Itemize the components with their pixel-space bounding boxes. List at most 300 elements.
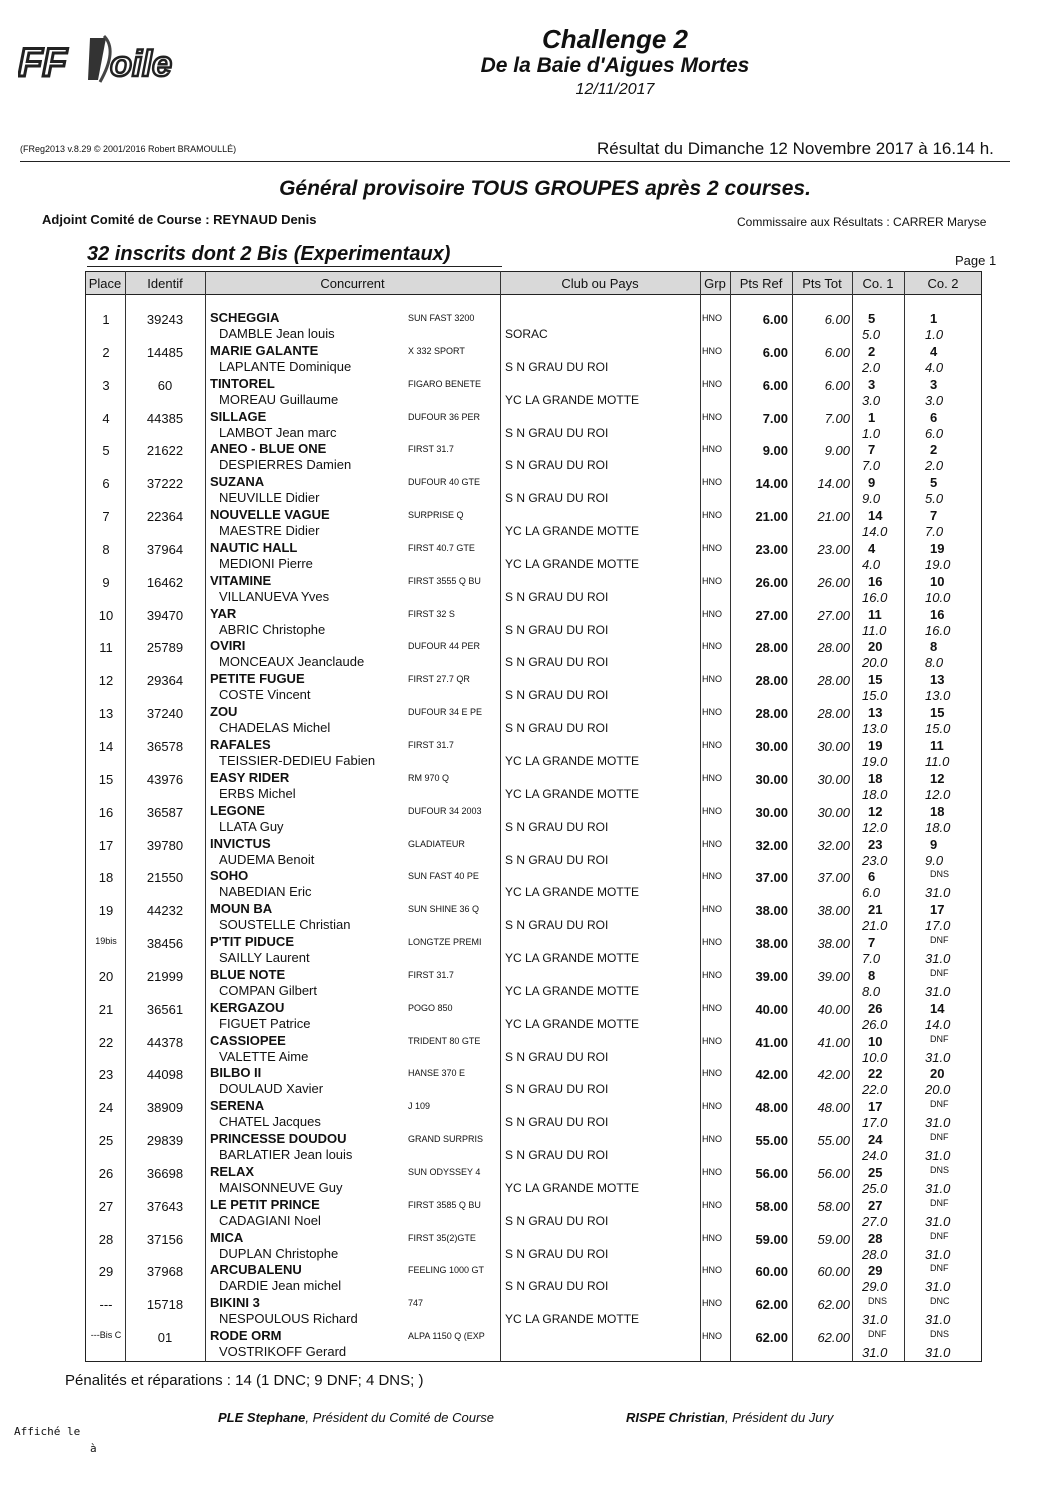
skipper-name: CHADELAS Michel bbox=[219, 720, 331, 736]
table-row bbox=[85, 1129, 982, 1162]
race2-rank: 19 bbox=[930, 540, 945, 556]
boat-model: J 109 bbox=[408, 1101, 431, 1112]
divider bbox=[20, 161, 1010, 162]
place-cell: 1 bbox=[102, 312, 110, 327]
group-cell: HNO bbox=[702, 313, 722, 323]
pts-tot-cell: 28.00 bbox=[817, 640, 850, 656]
race1-rank: 27 bbox=[868, 1197, 883, 1213]
club-name: YC LA GRANDE MOTTE bbox=[505, 556, 640, 571]
pts-tot-cell: 62.00 bbox=[817, 1330, 850, 1346]
skipper-name: TEISSIER-DEDIEU Fabien bbox=[219, 752, 376, 768]
group-cell: HNO bbox=[702, 1232, 722, 1243]
race2-points: 8.0 bbox=[925, 655, 944, 671]
group-cell: HNO bbox=[702, 411, 722, 422]
table-row bbox=[85, 308, 982, 341]
boat-name: MARIE GALANTE bbox=[210, 342, 319, 358]
group-cell: HNO bbox=[702, 1331, 722, 1342]
boat-name: RELAX bbox=[210, 1163, 255, 1179]
president-name: RISPE Christian bbox=[626, 1410, 725, 1425]
race1-points: 3.0 bbox=[862, 392, 881, 408]
club-name: S N GRAU DU ROI bbox=[505, 655, 609, 670]
pts-ref-cell: 55.00 bbox=[755, 1133, 788, 1149]
place-cell: 11 bbox=[99, 640, 113, 656]
race2-rank: DNF bbox=[930, 1197, 949, 1208]
boat-model: FIRST 40.7 GTE bbox=[408, 542, 475, 553]
pts-tot-cell: 6.00 bbox=[824, 312, 850, 327]
ident-cell: 39243 bbox=[146, 312, 184, 327]
svg-text:FF: FF bbox=[18, 41, 67, 85]
race2-rank: 7 bbox=[930, 508, 938, 524]
race2-rank: 16 bbox=[930, 606, 945, 622]
boat-model: SUN FAST 40 PE bbox=[408, 871, 479, 882]
boat-name: TINTOREL bbox=[210, 375, 275, 391]
race2-points: 5.0 bbox=[925, 491, 944, 507]
place-cell: 13 bbox=[98, 706, 114, 722]
place-cell: 27 bbox=[98, 1198, 114, 1214]
race2-points: 31.0 bbox=[925, 885, 951, 901]
boat-name: SERENA bbox=[210, 1098, 265, 1114]
club-name: YC LA GRANDE MOTTE bbox=[505, 983, 640, 998]
race1-points: 18.0 bbox=[862, 786, 888, 802]
race1-rank: 17 bbox=[868, 1099, 883, 1115]
group-cell: HNO bbox=[702, 1068, 722, 1079]
divider bbox=[87, 266, 502, 267]
pts-tot-cell: 40.00 bbox=[817, 1001, 850, 1017]
skipper-name: ABRIC Christophe bbox=[219, 621, 326, 637]
race1-points: 21.0 bbox=[862, 918, 888, 934]
race2-rank: 9 bbox=[930, 836, 938, 852]
header-grp: Grp bbox=[704, 276, 726, 291]
race2-points: 7.0 bbox=[925, 524, 944, 540]
ident-cell: 37222 bbox=[146, 476, 184, 492]
skipper-name: MOREAU Guillaume bbox=[219, 391, 339, 407]
boat-name: SCHEGGIA bbox=[210, 310, 280, 325]
table-row bbox=[85, 472, 982, 505]
pts-tot-cell: 62.00 bbox=[817, 1297, 850, 1313]
ident-cell: 39470 bbox=[146, 607, 184, 623]
ident-cell: 37643 bbox=[146, 1198, 184, 1214]
group-cell: HNO bbox=[702, 707, 722, 718]
race1-rank: 7 bbox=[868, 442, 876, 458]
ident-cell: 15718 bbox=[146, 1297, 184, 1313]
group-cell: HNO bbox=[702, 1166, 722, 1177]
table-row bbox=[85, 669, 982, 702]
race2-points: 11.0 bbox=[925, 753, 950, 769]
ident-cell: 36587 bbox=[146, 804, 184, 820]
club-name: S N GRAU DU ROI bbox=[505, 1049, 609, 1064]
race-committee-president bbox=[218, 1410, 494, 1425]
boat-model: FEELING 1000 GT bbox=[408, 1265, 485, 1276]
club-name: SORAC bbox=[505, 327, 548, 341]
pts-ref-cell: 38.00 bbox=[755, 903, 788, 919]
club-name: S N GRAU DU ROI bbox=[505, 1246, 609, 1261]
race2-rank: DNC bbox=[930, 1296, 950, 1307]
club-name: S N GRAU DU ROI bbox=[505, 1279, 609, 1294]
boat-model: FIRST 35(2)GTE bbox=[408, 1232, 476, 1243]
table-row bbox=[85, 374, 982, 407]
skipper-name: DAMBLE Jean louis bbox=[219, 326, 335, 341]
table-row bbox=[85, 1260, 982, 1293]
race2-points: 31.0 bbox=[925, 1312, 951, 1328]
race1-points: 20.0 bbox=[862, 655, 888, 671]
boat-model: SUN SHINE 36 Q bbox=[408, 904, 480, 915]
group-cell: HNO bbox=[702, 1101, 722, 1112]
event-title: Challenge 2 bbox=[542, 24, 688, 54]
posted-on-label: Affiché le bbox=[14, 1425, 81, 1438]
race2-rank: 20 bbox=[930, 1066, 945, 1082]
group-cell: HNO bbox=[702, 477, 722, 488]
header-co1: Co. 1 bbox=[862, 276, 894, 291]
club-name: YC LA GRANDE MOTTE bbox=[505, 1180, 640, 1195]
pts-ref-cell: 41.00 bbox=[755, 1034, 788, 1050]
race1-rank: 7 bbox=[868, 935, 876, 951]
club-name: YC LA GRANDE MOTTE bbox=[505, 524, 640, 539]
race2-points: 31.0 bbox=[925, 983, 951, 999]
boat-name: RAFALES bbox=[210, 736, 271, 752]
place-cell: 29 bbox=[98, 1264, 114, 1280]
event-date: 12/11/2017 bbox=[575, 81, 655, 98]
table-row bbox=[85, 1228, 982, 1261]
place-cell: 19 bbox=[98, 903, 114, 919]
ident-cell: 37964 bbox=[146, 541, 184, 557]
pts-tot-cell: 60.00 bbox=[817, 1264, 850, 1280]
race1-points: 28.0 bbox=[862, 1246, 888, 1262]
race2-points: 13.0 bbox=[925, 688, 951, 704]
place-cell: 3 bbox=[102, 377, 110, 393]
president-name: PLE Stephane bbox=[218, 1410, 306, 1425]
pts-ref-cell: 6.00 bbox=[762, 344, 788, 360]
pts-ref-cell: 7.00 bbox=[762, 410, 788, 426]
skipper-name: NEUVILLE Didier bbox=[219, 490, 320, 506]
penalties-summary: Pénalités et réparations : 14 (1 DNC; 9 DNF; 4 DNS; ) bbox=[65, 1372, 424, 1389]
table-row bbox=[85, 538, 982, 571]
boat-name: MOUN BA bbox=[210, 901, 273, 917]
group-cell: HNO bbox=[702, 904, 722, 915]
skipper-name: VILLANUEVA Yves bbox=[219, 588, 330, 604]
header-co2: Co. 2 bbox=[927, 276, 959, 291]
pts-ref-cell: 62.00 bbox=[755, 1330, 788, 1346]
race2-points: 31.0 bbox=[925, 951, 951, 967]
event-subtitle: De la Baie d'Aigues Mortes bbox=[480, 54, 750, 77]
race2-points: 20.0 bbox=[925, 1082, 951, 1098]
club-name: S N GRAU DU ROI bbox=[505, 819, 609, 834]
boat-name: PRINCESSE DOUDOU bbox=[210, 1131, 347, 1147]
race1-points: 31.0 bbox=[862, 1312, 888, 1328]
table-row bbox=[85, 604, 982, 637]
race1-points: 27.0 bbox=[862, 1213, 888, 1229]
ident-cell: 37968 bbox=[146, 1264, 184, 1280]
club-name: YC LA GRANDE MOTTE bbox=[505, 885, 640, 900]
header-concurrent: Concurrent bbox=[320, 276, 385, 291]
race1-points: 23.0 bbox=[862, 852, 888, 868]
table-row bbox=[85, 768, 982, 801]
table-row bbox=[85, 1326, 982, 1359]
jury-president bbox=[626, 1410, 833, 1425]
place-cell: 17 bbox=[98, 837, 114, 853]
pts-ref-cell: 48.00 bbox=[755, 1100, 788, 1116]
boat-model: X 332 SPORT bbox=[408, 345, 465, 356]
boat-name: CASSIOPEE bbox=[210, 1032, 286, 1048]
race2-points: 31.0 bbox=[925, 1213, 951, 1229]
race2-points: 31.0 bbox=[925, 1115, 951, 1131]
race1-rank: 22 bbox=[868, 1066, 883, 1082]
table-row bbox=[85, 965, 982, 998]
race1-points: 1.0 bbox=[862, 425, 881, 441]
race2-points: 31.0 bbox=[925, 1279, 951, 1295]
table-row bbox=[85, 899, 982, 932]
boat-name: SILLAGE bbox=[210, 408, 267, 424]
skipper-name: DOULAUD Xavier bbox=[219, 1081, 324, 1097]
club-name: S N GRAU DU ROI bbox=[505, 688, 609, 703]
race2-points: 6.0 bbox=[925, 425, 944, 441]
ranking-title: Général provisoire TOUS GROUPES après 2 courses. bbox=[279, 177, 811, 200]
skipper-name: FIGUET Patrice bbox=[219, 1015, 311, 1031]
boat-model: GLADIATEUR bbox=[408, 838, 465, 849]
boat-name: NOUVELLE VAGUE bbox=[210, 507, 330, 523]
boat-model: ALPA 1150 Q (EXP bbox=[408, 1331, 485, 1342]
boat-name: ANEO - BLUE ONE bbox=[210, 441, 327, 457]
race2-rank: 15 bbox=[930, 705, 945, 721]
race2-points: 4.0 bbox=[925, 359, 944, 375]
pts-ref-cell: 39.00 bbox=[755, 968, 788, 984]
pts-tot-cell: 48.00 bbox=[817, 1100, 850, 1116]
place-cell: 7 bbox=[102, 509, 110, 525]
race2-rank: 3 bbox=[930, 376, 938, 392]
race2-rank: 5 bbox=[930, 475, 938, 491]
pts-ref-cell: 28.00 bbox=[755, 706, 788, 722]
race2-points: 31.0 bbox=[925, 1049, 951, 1065]
boat-model: FIRST 27.7 QR bbox=[408, 674, 470, 685]
club-name: S N GRAU DU ROI bbox=[505, 1213, 609, 1228]
club-name: YC LA GRANDE MOTTE bbox=[505, 786, 640, 801]
race1-points: 6.0 bbox=[862, 885, 881, 901]
ident-cell: 38456 bbox=[146, 936, 184, 952]
boat-name: OVIRI bbox=[210, 638, 246, 654]
table-row bbox=[85, 702, 982, 735]
pts-ref-cell: 27.00 bbox=[755, 607, 788, 623]
race2-rank: 4 bbox=[930, 343, 938, 359]
race2-rank: DNF bbox=[930, 1263, 949, 1274]
pts-tot-cell: 27.00 bbox=[817, 607, 850, 623]
pts-tot-cell: 26.00 bbox=[817, 574, 850, 590]
pts-ref-cell: 62.00 bbox=[755, 1297, 788, 1313]
svg-text:oile: oile bbox=[110, 43, 173, 84]
race1-rank: 2 bbox=[868, 343, 876, 359]
boat-name: EASY RIDER bbox=[210, 769, 290, 785]
club-name: S N GRAU DU ROI bbox=[505, 589, 609, 604]
entries-count: 32 inscrits dont 2 Bis (Experimentaux) bbox=[87, 243, 451, 265]
race1-rank: 23 bbox=[868, 836, 883, 852]
pts-ref-cell: 23.00 bbox=[755, 541, 788, 557]
skipper-name: LAPLANTE Dominique bbox=[219, 358, 352, 374]
race2-rank: DNF bbox=[930, 1033, 949, 1044]
race1-rank: 1 bbox=[868, 409, 876, 425]
race1-rank: 20 bbox=[868, 639, 883, 655]
race2-rank: 2 bbox=[930, 442, 938, 458]
group-cell: HNO bbox=[702, 575, 722, 586]
results-rows bbox=[85, 308, 982, 1359]
group-cell: HNO bbox=[702, 641, 722, 652]
ident-cell: 38909 bbox=[146, 1100, 184, 1116]
race2-rank: 1 bbox=[930, 311, 938, 326]
race2-rank: 13 bbox=[930, 672, 945, 688]
race1-rank: 26 bbox=[868, 1000, 883, 1016]
race1-rank: 16 bbox=[868, 573, 883, 589]
race2-points: 1.0 bbox=[925, 327, 944, 342]
race2-points: 3.0 bbox=[925, 392, 944, 408]
place-cell: 10 bbox=[98, 607, 114, 623]
group-cell: HNO bbox=[702, 510, 722, 521]
pts-ref-cell: 14.00 bbox=[755, 476, 788, 492]
table-row bbox=[85, 407, 982, 440]
pts-ref-cell: 28.00 bbox=[755, 673, 788, 689]
place-cell: 28 bbox=[98, 1231, 114, 1247]
ffvoile-logo bbox=[18, 30, 193, 90]
race2-points: 17.0 bbox=[925, 918, 951, 934]
boat-name: BLUE NOTE bbox=[210, 966, 286, 982]
club-name: S N GRAU DU ROI bbox=[505, 1115, 609, 1130]
ident-cell: 01 bbox=[157, 1330, 173, 1346]
club-name: YC LA GRANDE MOTTE bbox=[505, 1312, 640, 1327]
race2-points: 31.0 bbox=[925, 1246, 951, 1262]
place-cell: 6 bbox=[102, 476, 110, 492]
skipper-name: ERBS Michel bbox=[219, 785, 296, 801]
table-row bbox=[85, 801, 982, 834]
place-cell: 16 bbox=[98, 804, 114, 820]
ident-cell: 29364 bbox=[146, 673, 184, 689]
table-row bbox=[85, 1195, 982, 1228]
boat-name: VITAMINE bbox=[210, 572, 272, 588]
pts-ref-cell: 58.00 bbox=[755, 1198, 788, 1214]
pts-tot-cell: 58.00 bbox=[817, 1198, 850, 1214]
race1-points: 14.0 bbox=[862, 524, 888, 540]
race1-points: 22.0 bbox=[862, 1082, 888, 1098]
place-cell: 23 bbox=[98, 1067, 114, 1083]
club-name: S N GRAU DU ROI bbox=[505, 491, 609, 506]
race2-points: 19.0 bbox=[925, 556, 951, 572]
table-row bbox=[85, 1063, 982, 1096]
skipper-name: LLATA Guy bbox=[219, 818, 284, 834]
pts-tot-cell: 38.00 bbox=[817, 903, 850, 919]
boat-model: 747 bbox=[408, 1298, 424, 1309]
pts-ref-cell: 6.00 bbox=[762, 377, 788, 393]
group-cell: HNO bbox=[702, 1199, 722, 1210]
group-cell: HNO bbox=[702, 1035, 722, 1046]
race2-points: 31.0 bbox=[925, 1148, 951, 1164]
place-cell: 18 bbox=[98, 870, 114, 886]
race2-rank: 11 bbox=[930, 737, 944, 753]
pts-ref-cell: 26.00 bbox=[755, 574, 788, 590]
boat-name: KERGAZOU bbox=[210, 999, 285, 1015]
race1-points: 25.0 bbox=[862, 1180, 888, 1196]
pts-tot-cell: 38.00 bbox=[817, 936, 850, 952]
boat-name: YAR bbox=[210, 605, 237, 621]
skipper-name: SOUSTELLE Christian bbox=[219, 917, 351, 933]
place-cell: 24 bbox=[98, 1100, 114, 1116]
group-cell: HNO bbox=[702, 1265, 722, 1276]
pts-tot-cell: 21.00 bbox=[817, 509, 850, 525]
race2-points: 9.0 bbox=[925, 852, 944, 868]
race1-points: 17.0 bbox=[862, 1115, 888, 1131]
pts-tot-cell: 42.00 bbox=[817, 1067, 850, 1083]
race1-rank: 29 bbox=[868, 1263, 883, 1279]
boat-name: LE PETIT PRINCE bbox=[210, 1196, 320, 1212]
table-row bbox=[85, 834, 982, 867]
race1-rank: 3 bbox=[868, 376, 876, 392]
race2-rank: 12 bbox=[930, 770, 945, 786]
race1-points: 16.0 bbox=[862, 589, 888, 605]
group-cell: HNO bbox=[702, 378, 722, 389]
group-cell: HNO bbox=[702, 1298, 722, 1309]
race1-rank: 10 bbox=[868, 1033, 883, 1049]
pts-ref-cell: 6.00 bbox=[762, 312, 788, 327]
race1-rank: 8 bbox=[868, 967, 876, 983]
pts-tot-cell: 55.00 bbox=[817, 1133, 850, 1149]
pts-tot-cell: 7.00 bbox=[824, 410, 850, 426]
pts-ref-cell: 40.00 bbox=[755, 1001, 788, 1017]
race1-points: 31.0 bbox=[862, 1345, 888, 1361]
race1-rank: DNS bbox=[868, 1296, 888, 1307]
pts-ref-cell: 21.00 bbox=[755, 509, 788, 525]
boat-model: DUFOUR 34 E PE bbox=[408, 707, 483, 718]
boat-model: HANSE 370 E bbox=[408, 1068, 466, 1079]
ident-cell: 36698 bbox=[146, 1165, 184, 1181]
group-cell: HNO bbox=[702, 345, 722, 356]
boat-name: P'TIT PIDUCE bbox=[210, 934, 294, 950]
skipper-name: MAISONNEUVE Guy bbox=[219, 1179, 343, 1195]
boat-name: ARCUBALENU bbox=[210, 1262, 302, 1278]
pts-tot-cell: 37.00 bbox=[817, 870, 850, 886]
pts-tot-cell: 28.00 bbox=[817, 673, 850, 689]
ident-cell: 21999 bbox=[146, 968, 184, 984]
boat-model: DUFOUR 40 GTE bbox=[408, 477, 481, 488]
group-cell: HNO bbox=[702, 969, 722, 980]
table-row bbox=[85, 341, 982, 374]
table-row bbox=[85, 636, 982, 669]
pts-tot-cell: 9.00 bbox=[824, 443, 850, 459]
president-role: , Président du Comité de Course bbox=[305, 1410, 495, 1425]
skipper-name: NESPOULOUS Richard bbox=[219, 1311, 358, 1327]
ident-cell: 14485 bbox=[146, 344, 184, 360]
pts-tot-cell: 41.00 bbox=[817, 1034, 850, 1050]
club-name: S N GRAU DU ROI bbox=[505, 425, 609, 440]
race1-points: 7.0 bbox=[862, 951, 881, 967]
race1-points: 29.0 bbox=[862, 1279, 888, 1295]
group-cell: HNO bbox=[702, 542, 722, 553]
boat-model: SUN ODYSSEY 4 bbox=[408, 1166, 481, 1177]
club-name: S N GRAU DU ROI bbox=[505, 852, 609, 867]
race2-rank: 17 bbox=[930, 902, 945, 918]
group-cell: HNO bbox=[702, 838, 722, 849]
skipper-name: CHATEL Jacques bbox=[219, 1114, 321, 1130]
race1-rank: 28 bbox=[868, 1230, 883, 1246]
race1-rank: 5 bbox=[868, 311, 876, 326]
place-cell: 22 bbox=[98, 1034, 114, 1050]
race2-points: 31.0 bbox=[925, 1345, 951, 1361]
group-cell: HNO bbox=[702, 608, 722, 619]
race1-rank: 18 bbox=[868, 770, 883, 786]
boat-model: FIRST 31.7 bbox=[408, 739, 454, 750]
race1-rank: 6 bbox=[868, 869, 876, 885]
header-pts-tot: Pts Tot bbox=[802, 276, 842, 291]
boat-model: TRIDENT 80 GTE bbox=[408, 1035, 481, 1046]
group-cell: HNO bbox=[702, 1002, 722, 1013]
pts-ref-cell: 30.00 bbox=[755, 771, 788, 787]
ident-cell: 21622 bbox=[146, 443, 184, 459]
club-name: S N GRAU DU ROI bbox=[505, 622, 609, 637]
race1-rank: 12 bbox=[868, 803, 883, 819]
race1-rank: 4 bbox=[868, 540, 876, 556]
